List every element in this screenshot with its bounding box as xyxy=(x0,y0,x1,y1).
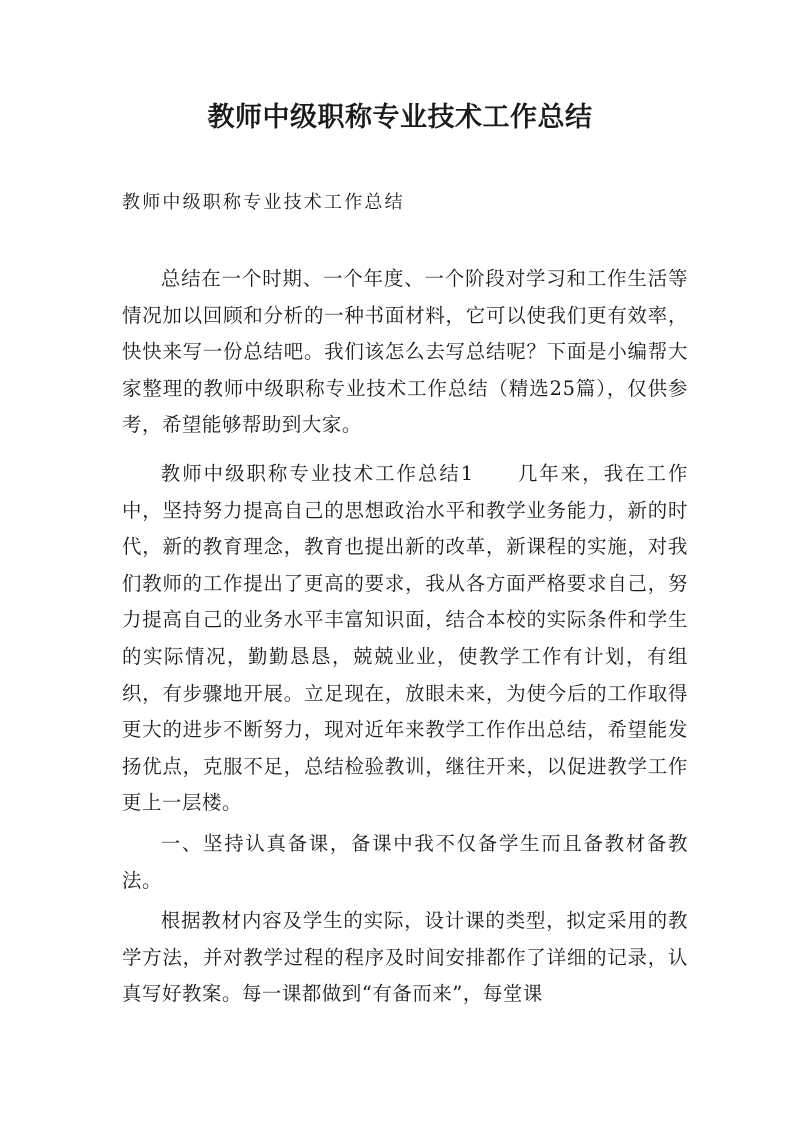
paragraph-section-1-body: 根据教材内容及学生的实际，设计课的类型，拟定采用的教学方法，并对教学过程的程序及时间安排都作了详细的记录，认真写好教案。每一课都做到“有备而来”，每堂课 xyxy=(122,909,688,1006)
paragraph-summary-1: 教师中级职称专业技术工作总结1 几年来，我在工作中，坚持努力提高自己的思想政治水平和教学业务能力，新的时代，新的教育理念，教育也提出新的改革，新课程的实施，对我们教师的工作提出了更高的要求，我从各方面严格要求自己，努力提高自己的业务水平丰富知识面，结合本校的实际条件和学生的实际情况，勤勤恳恳，兢兢业业，使教学工作有计划，有组织，有步骤地开展。立足现在，放眼未来，为使今后的工作取得更大的进步不断努力，现对近年来教学工作作出总结，希望能发扬优点，克服不足，总结检验教训，继往开来，以促进教学工作更上一层楼。 xyxy=(122,461,688,815)
paragraph-section-1-heading: 一、坚持认真备课，备课中我不仅备学生而且备教材备教法。 xyxy=(122,831,688,892)
page-title: 教师中级职称专业技术工作总结 xyxy=(207,102,593,133)
document-body xyxy=(122,261,688,1017)
document-subtitle: 教师中级职称专业技术工作总结 xyxy=(122,192,405,213)
paragraph-intro: 总结在一个时期、一个年度、一个阶段对学习和工作生活等情况加以回顾和分析的一种书面材料，它可以使我们更有效率，快快来写一份总结吧。我们该怎么去写总结呢？下面是小编帮大家整理的教师中级职称专业技术工作总结（精选25篇），仅供参考，希望能够帮助到大家。 xyxy=(122,267,688,437)
